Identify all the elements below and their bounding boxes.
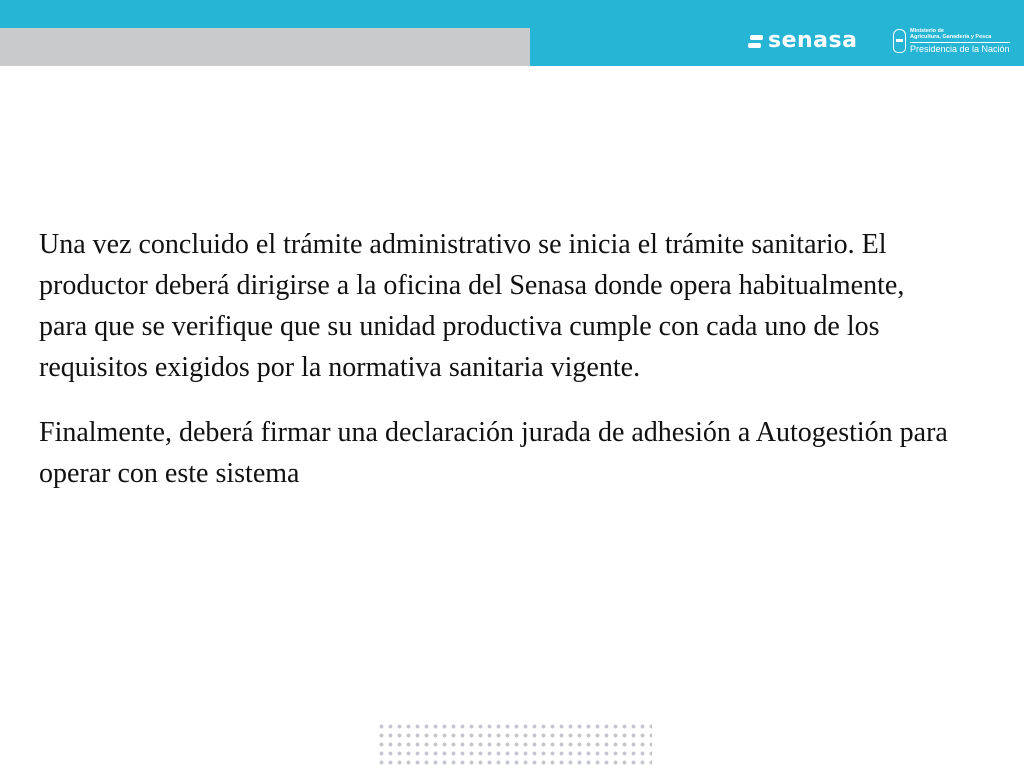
ministry-text [910, 28, 1010, 54]
slide-body [39, 224, 959, 494]
ministry-logo [893, 28, 1010, 54]
senasa-logo [748, 30, 857, 52]
ministry-line-3: Presidencia de la Nación [910, 44, 1010, 54]
body-paragraph-2: Finalmente, deberá firmar una declaración jurada de adhesión a Autogestión para operar con este sistema [39, 417, 948, 489]
senasa-logo-icon [748, 35, 763, 48]
body-paragraph-1: Una vez concluido el trámite administrativo se inicia el trámite sanitario. El productor deberá dirigirse a la oficina del Senasa donde opera habitualmente, para que se verifique que su unidad productiva cumple con cada uno de los requisitos exigidos por la normativa sanitaria vigente. [39, 229, 905, 383]
header-gray-strip [0, 28, 530, 66]
national-crest-icon [893, 29, 906, 53]
decorative-dot-grid [377, 722, 652, 766]
ministry-line-2: Agricultura, Ganadería y Pesca [910, 34, 992, 40]
senasa-logo-text: senasa [768, 28, 858, 53]
ministry-line-1: Ministerio de [910, 28, 944, 34]
